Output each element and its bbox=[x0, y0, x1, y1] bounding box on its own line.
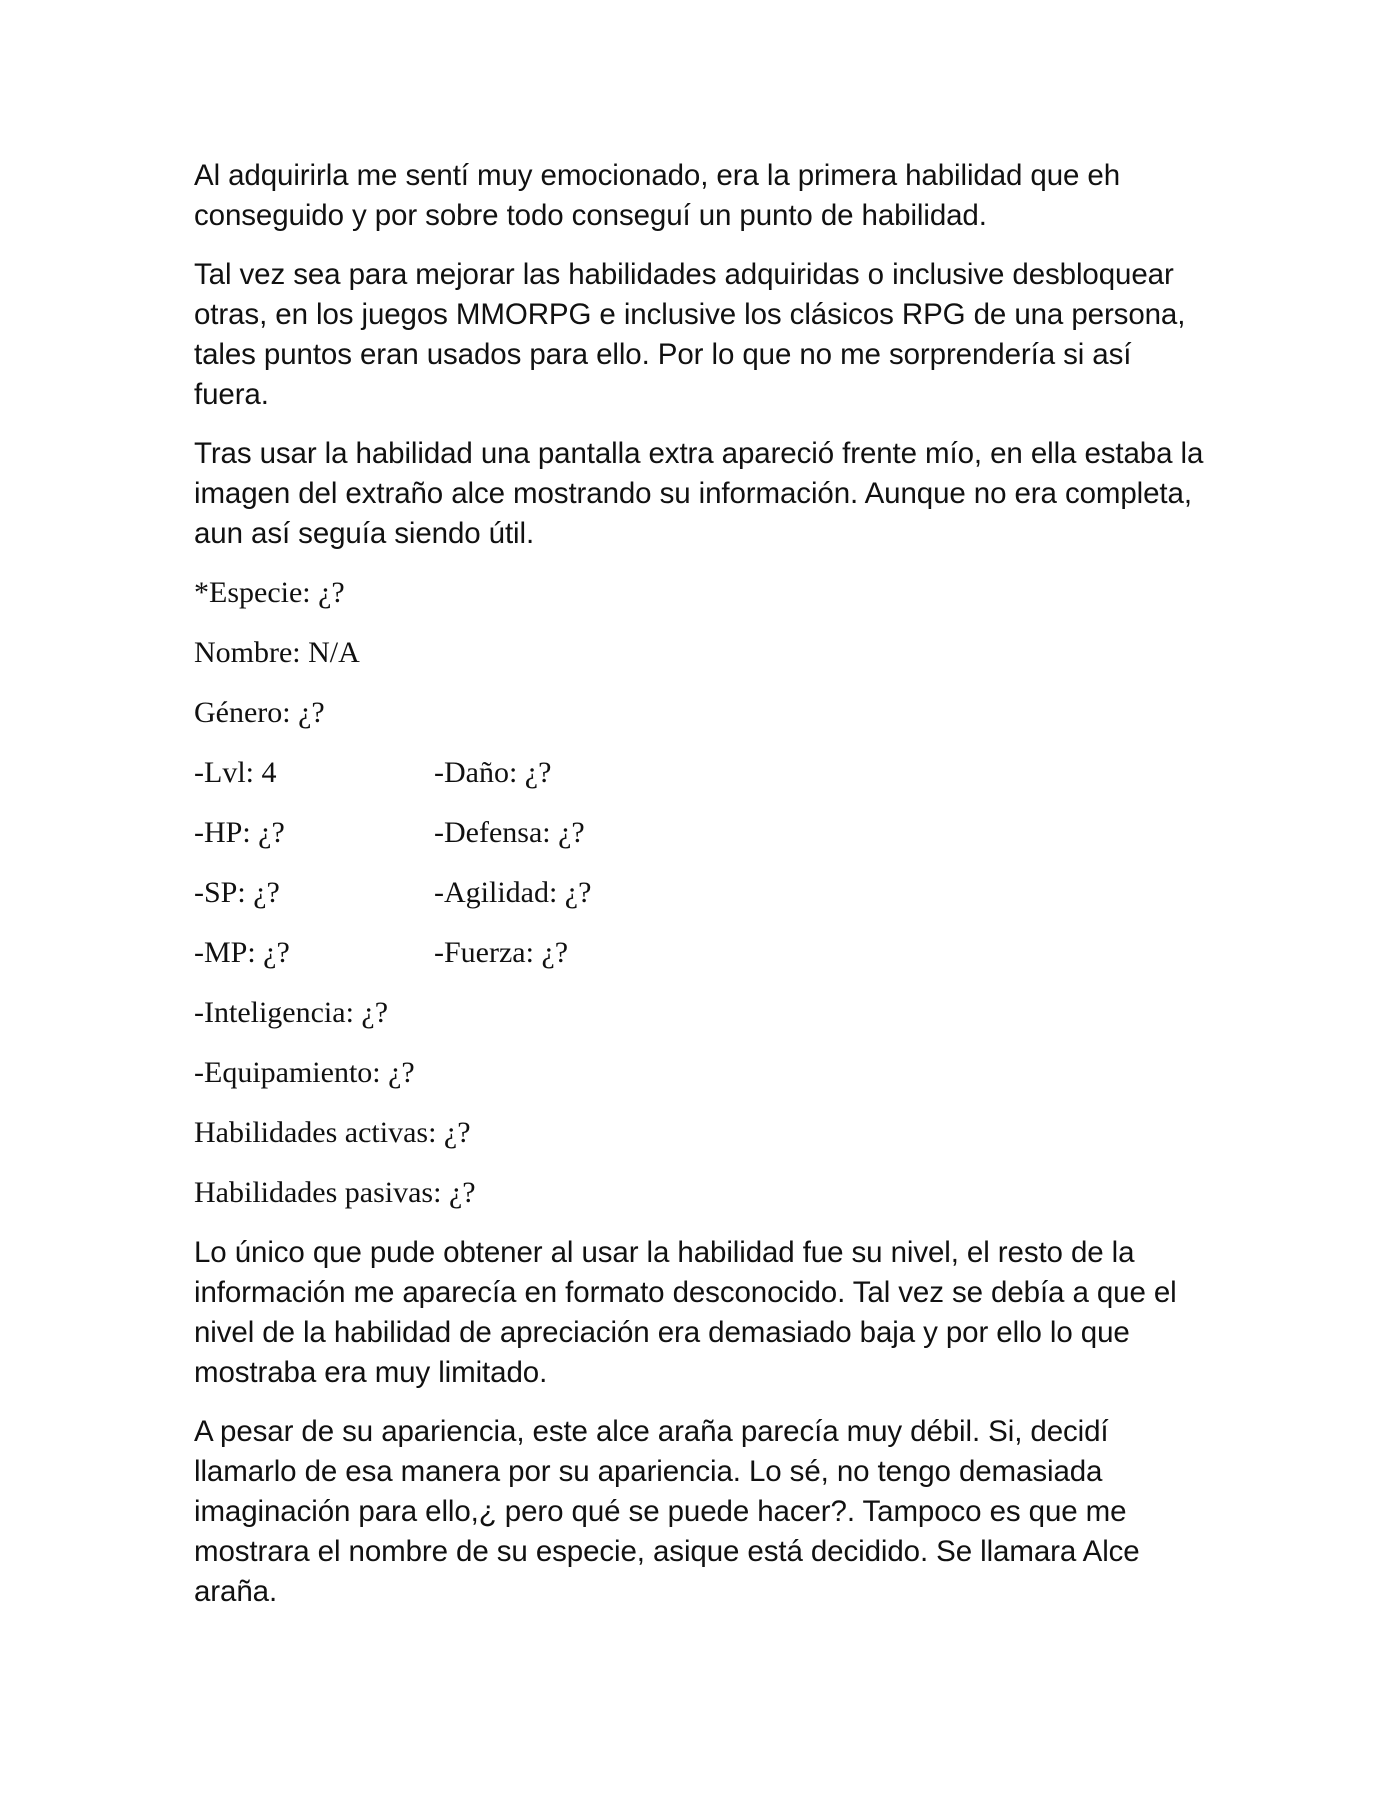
status-agility: -Agilidad: ¿? bbox=[434, 876, 592, 909]
status-gender: Género: ¿? bbox=[194, 696, 325, 729]
status-name: Nombre: N/A bbox=[194, 636, 360, 669]
paragraph-2: Tal vez sea para mejorar las habilidades adquiridas o inclusive desbloquear otras, en los juegos MMORPG e inclusive los clásicos RPG de una persona, tales puntos eran usados para ello. Por lo que no me sorprendería si así fuera. bbox=[194, 258, 1186, 411]
paragraph-4: Lo único que pude obtener al usar la habilidad fue su nivel, el resto de la información me aparecía en formato desconocido. Tal vez se debía a que el nivel de la habilidad de apreciación era demasiado baja y por ello lo que mostraba era muy limitado. bbox=[194, 1236, 1177, 1389]
status-row-hp-defense bbox=[194, 813, 1214, 853]
status-row-sp-agility bbox=[194, 873, 1214, 913]
status-passive-skills: Habilidades pasivas: ¿? bbox=[194, 1176, 476, 1209]
status-lvl: -Lvl: 4 bbox=[194, 756, 277, 789]
status-intelligence: -Inteligencia: ¿? bbox=[194, 996, 389, 1029]
status-active-skills: Habilidades activas: ¿? bbox=[194, 1116, 471, 1149]
status-strength: -Fuerza: ¿? bbox=[434, 936, 569, 969]
status-damage: -Daño: ¿? bbox=[434, 756, 552, 789]
status-species: *Especie: ¿? bbox=[194, 576, 345, 609]
document-body bbox=[194, 156, 1214, 1631]
status-mp: -MP: ¿? bbox=[194, 936, 290, 969]
status-row-mp-strength bbox=[194, 933, 1214, 973]
status-defense: -Defensa: ¿? bbox=[434, 816, 585, 849]
paragraph-5: A pesar de su apariencia, este alce araña parecía muy débil. Si, decidí llamarlo de esa manera por su apariencia. Lo sé, no tengo demasiada imaginación para ello,¿ pero qué se puede hacer?. Tampoco es que me mostrara el nombre de su especie, asique está decidido. Se llamara Alce araña. bbox=[194, 1415, 1140, 1608]
status-sp: -SP: ¿? bbox=[194, 876, 280, 909]
status-equipment: -Equipamiento: ¿? bbox=[194, 1056, 415, 1089]
paragraph-3: Tras usar la habilidad una pantalla extra apareció frente mío, en ella estaba la imagen del extraño alce mostrando su información. Aunque no era completa, aun así seguía siendo útil. bbox=[194, 437, 1204, 550]
status-hp: -HP: ¿? bbox=[194, 816, 285, 849]
status-row-lvl-damage bbox=[194, 753, 1214, 793]
paragraph-1: Al adquirirla me sentí muy emocionado, era la primera habilidad que eh conseguido y por sobre todo conseguí un punto de habilidad. bbox=[194, 159, 1121, 232]
